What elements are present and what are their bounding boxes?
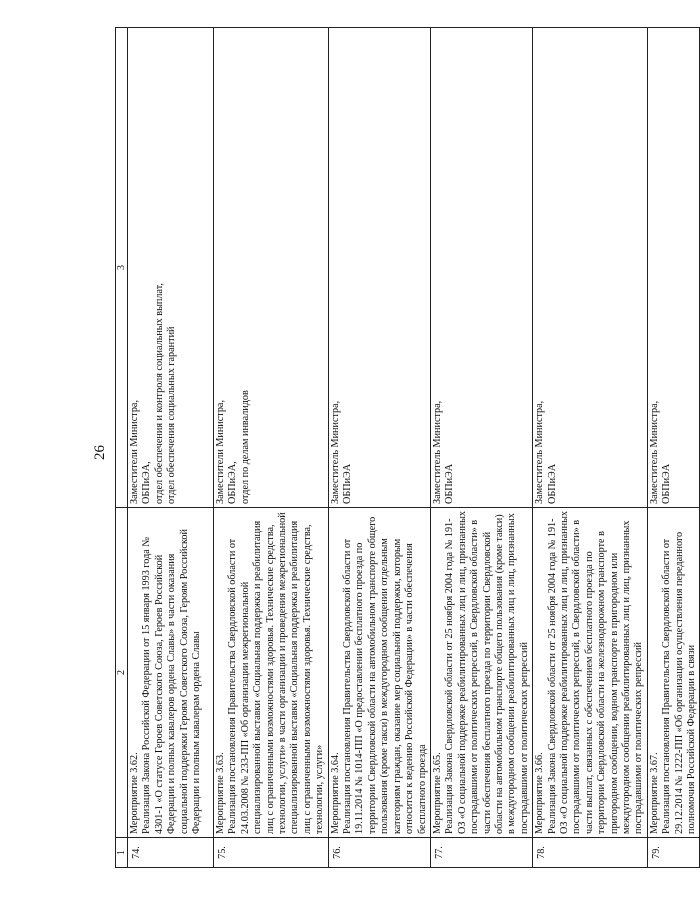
row-number: 78. bbox=[533, 838, 648, 868]
measure-title: Мероприятие 3.67. bbox=[648, 752, 660, 834]
responsible-line: Заместитель Министра, bbox=[648, 400, 660, 504]
row-number: 79. bbox=[647, 838, 700, 868]
measure-title: Мероприятие 3.63. bbox=[215, 752, 226, 834]
row-number: 74. bbox=[128, 838, 214, 868]
responsible-cell bbox=[533, 28, 648, 508]
column-header: 3 bbox=[116, 28, 128, 508]
measure-title: Мероприятие 3.65. bbox=[431, 752, 443, 834]
measure-description: Реализация Закона Российской Федерации от 15 января 1993 года № 4301-1 «О статусе Героев Советского Союза, Героев Российской Федерации и полных кавалеров ордена Славы» в части оказания социальной поддержки Героям Советского Союза, Героям Российской Федерации и полным кавалерам ордена Славы bbox=[141, 529, 203, 834]
table-row bbox=[214, 28, 329, 868]
measure-description: Реализация постановления Правительства Свердловской области от 24.03.2008 № 233-ПП «Об организации межрегиональной специализированной выставки «Социальная поддержка и реабилитация лиц с ограниченными возможностями здоровья. Технические средства, технологии, услуги» в части организации и проведения межрегиональной специализированной выставки «Социальная поддержка и реабилитация лиц с ограниченными возможностями здоровья. Технические средства, технологии, услуги» bbox=[227, 512, 326, 834]
measure-description: Реализация Закона Свердловской области от 25 ноября 2004 года № 191-ОЗ «О социальной поддержке реабилитированных лиц и лиц, признанных пострадавшими от политических репрессий, в Свердловской области» в части выплат, связанных с обеспечением бесплатного проезда по территории Свердловской области на железнодорожном транспорте в пригородном сообщении, водном транспорте в пригородном или междугородном сообщении реабилитированных лиц и лиц, признанных пострадавшими от политических репрессий bbox=[546, 510, 645, 834]
column-header: 1 bbox=[116, 838, 128, 868]
responsible-cell bbox=[128, 28, 214, 508]
measure-cell bbox=[430, 508, 532, 838]
table-header-row bbox=[116, 28, 128, 868]
table-row bbox=[328, 28, 430, 868]
responsible-line: отдел по делам инвалидов bbox=[239, 390, 251, 504]
responsible-line: ОБПиЭА, bbox=[141, 461, 153, 504]
responsible-cell bbox=[647, 28, 700, 508]
responsible-line: Заместители Министра, bbox=[215, 399, 226, 504]
responsible-line: отдел обеспечения социальных гарантий bbox=[166, 326, 178, 504]
row-number: 77. bbox=[430, 838, 532, 868]
responsible-cell bbox=[328, 28, 430, 508]
responsible-line: Заместители Министра, bbox=[129, 399, 140, 504]
responsible-line: ОБПиЭА bbox=[444, 463, 456, 504]
responsible-cell bbox=[214, 28, 329, 508]
responsible-line: ОБПиЭА bbox=[661, 463, 673, 504]
responsible-line: ОБПиЭА bbox=[342, 463, 354, 504]
table-row bbox=[533, 28, 648, 868]
table-row bbox=[430, 28, 532, 868]
responsible-line: Заместитель Министра, bbox=[431, 400, 443, 504]
measure-title: Мероприятие 3.64. bbox=[329, 752, 341, 834]
responsible-line: ОБПиЭА, bbox=[227, 461, 239, 504]
row-number: 75. bbox=[214, 838, 329, 868]
responsible-line: отдел обеспечения и контроля социальных выплат, bbox=[153, 283, 165, 504]
measure-description: Реализация Закона Свердловской области от 25 ноября 2004 года № 191-ОЗ «О социальной поддержке реабилитированных лиц и лиц, признанных пострадавшими от политических репрессий, в Свердловской области» в части обеспечения бесплатного проезда по территории Свердловской области на автомобильном транспорте общего пользования (кроме такси) в междугородном сообщении реабилитированных лиц и лиц, признанных пострадавшими от политических репрессий bbox=[444, 510, 530, 834]
table-row bbox=[647, 28, 700, 868]
measure-cell bbox=[328, 508, 430, 838]
measure-title: Мероприятие 3.62. bbox=[129, 752, 140, 834]
row-number: 76. bbox=[328, 838, 430, 868]
measures-table bbox=[115, 27, 700, 868]
column-header: 2 bbox=[116, 508, 128, 838]
measure-description: Реализация постановления Правительства Свердловской области от 19.11.2014 № 1014-ПП «О предоставлении бесплатного проезда по территории Свердловской области на автомобильном транспорте общего пользования (кроме такси) в междугородном сообщении отдельным категориям граждан, оказание мер социальной поддержки, которым относится к ведению Российской Федерации» в части обеспечения бесплатного проезда bbox=[342, 516, 428, 834]
responsible-line: ОБПиЭА bbox=[546, 463, 558, 504]
page-number: 26 bbox=[92, 445, 108, 460]
measure-cell bbox=[214, 508, 329, 838]
table-row bbox=[128, 28, 214, 868]
measure-cell bbox=[647, 508, 700, 838]
measure-cell bbox=[128, 508, 214, 838]
responsible-line: Заместитель Министра, bbox=[329, 400, 341, 504]
responsible-line: Заместитель Министра, bbox=[534, 400, 546, 504]
responsible-cell bbox=[430, 28, 532, 508]
measure-description: Реализация постановления Правительства Свердловской области от 29.12.2014 № 1222-ПП «Об организации осуществления переданного полномочия Российской Федерации в связи bbox=[661, 531, 698, 834]
measure-title: Мероприятие 3.66. bbox=[534, 752, 546, 834]
measure-cell bbox=[533, 508, 648, 838]
